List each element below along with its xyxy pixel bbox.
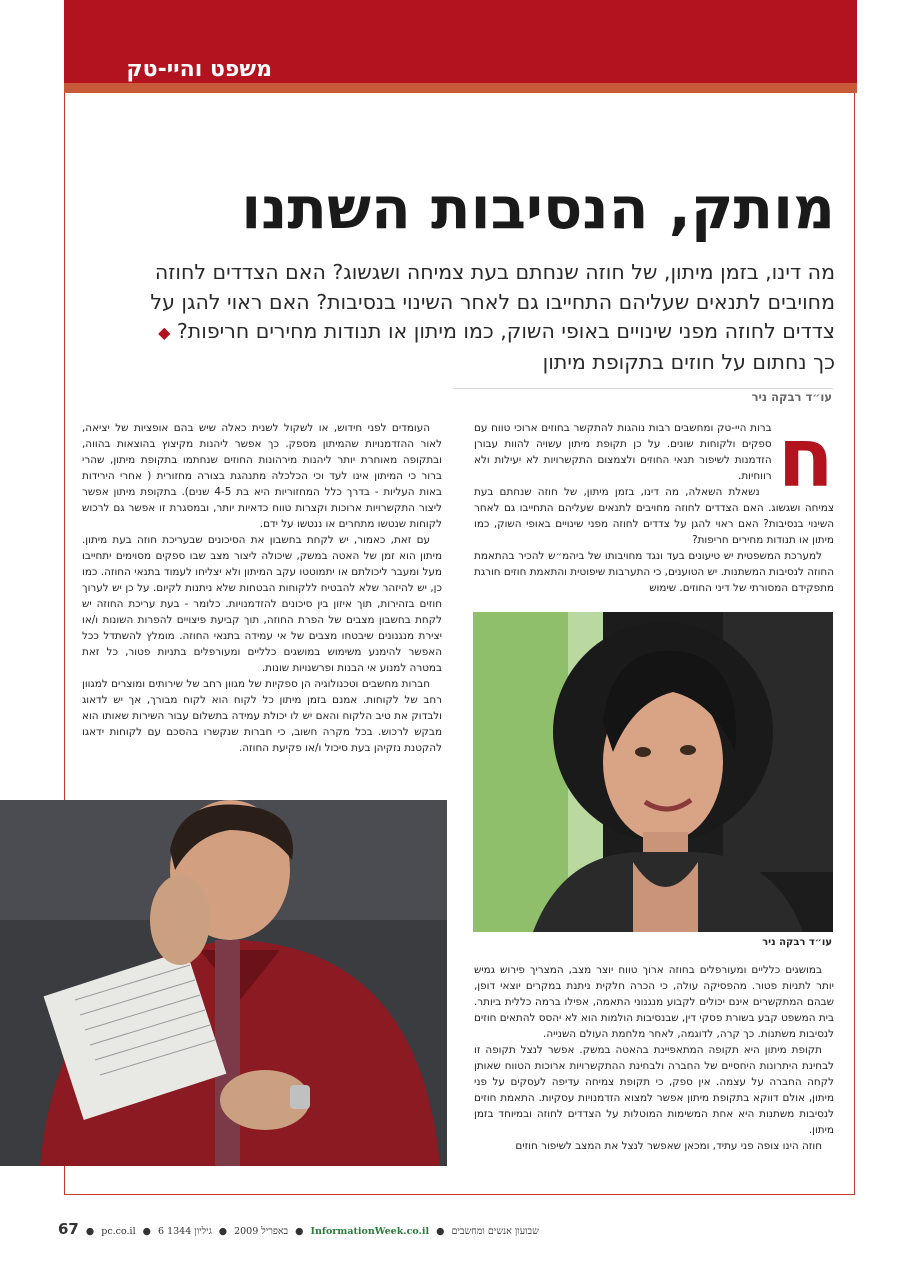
diamond-icon: ◆ (158, 323, 171, 342)
accent-strip (64, 83, 857, 93)
body-column-left (82, 420, 442, 798)
bullet-icon: ● (436, 1226, 445, 1237)
paragraph: עם זאת, כאמור, יש לקחת בחשבון את הסיכונים שבעריכת חוזה בעת מיתון. מיתון הוא זמן של האטה במשק, שיכולה ליצור מצב שבו ספקים מסוימים יתחייבו מעל ומעבר ליכולתם או יתמוטטו עקב המיתון ולא יצליחו לעמוד בתנאי החוזה. כמו כן, יש להיזהר שלא להבטיח ללקוחות הבטחות שלא ניתנות לקיום. על כן יש לערוך חוזים בזהירות, תוך איזון בין סיכונים להזדמנויות. כלומר - בעת עריכת החוזה יש לקחת בחשבון מצבים של הפרת החוזה, תוך קביעת פיצויים להפרות השונות ו/או יצירת מנגנונים שיבטחו מצבים של אי עמידה בתנאי החוזה. מומלץ להשתדל ככל האפשר להימנע משימוש במושגים כלליים ומעורפלים בתניות פטור, כל זאת במטרה למנוע אי הבנות ופרשנויות שונות. (82, 534, 442, 674)
article-lead (135, 258, 835, 377)
body-column-right-bottom (474, 962, 834, 1172)
author-photo (473, 612, 833, 932)
body-column-right-top (474, 420, 834, 612)
page-footer (58, 1219, 818, 1239)
bullet-icon: ● (85, 1226, 95, 1237)
paragraph: נשאלת השאלה, מה דינו, בזמן מיתון, של חוזה שנחתם בעת צמיחה ושגשוג. האם הצדדים לחוזה מחויבים לתנאים שעליהם התחייבו גם לאחר השינוי בנסיבות? האם ראוי להגן על צדדים לחוזה מפני שינויים באופי השוק, כמו מיתון או תנודות מחירים חריפות? (474, 486, 834, 546)
paragraph: העומדים לפני חידוש, או לשקול לשנית כאלה שיש בהם אופציות של יציאה, לאור ההזדמנויות שהמיתון מספק. כך אפשר ליהנות מקיצוץ בהוצאות בהווה, ובתקופה מאוחרת יותר ליהנות מירהונות החוזים שנחתמו בתקופת מיתון, שהרי ברור כי המיתון אינו לעד וכי הכלכלה מתנהגת בצורה מחזורית ( אחרי הירידות באות העליות - בדרך כלל המחזוריות היא בת 4-5 שנים). בתקופת מיתון אפשר ליצור התקשרויות ארוכות וקצרות טווח כדאיות יותר, ובמסגרת זו אפשר גם לרכוש לקוחות שנטשו מתחרים או ננטשו על ידם. (82, 422, 442, 530)
lead-text: מה דינו, בזמן מיתון, של חוזה שנחתם בעת צמיחה ושגשוג? האם הצדדים לחוזה מחויבים לתנאים שעליהם התחייבו גם לאחר השינוי בנסיבות? האם ראוי להגן על צדדים לחוזה מפני שינויים באופי השוק, כמו מיתון או תנודות מחירים חריפות? (150, 260, 835, 343)
article-headline: מותק, הנסיבות השתנו (241, 174, 835, 242)
lead-tail: כך נחתום על חוזים בתקופת מיתון (542, 349, 835, 374)
paragraph: ברות היי-טק ומחשבים רבות נוהגות להתקשר בחוזים ארוכי טווח עם ספקים ולקוחות שונים. על כן תקופת מיתון עשויה להוות עבורן הזדמנות לשיפור תנאי החוזים ולצמצום התקשרויות לא יעילות ולא רווחיות. (474, 422, 772, 482)
drop-cap: ח (777, 420, 834, 506)
byline: עו״ד רבקה ניר (751, 390, 832, 404)
paragraph: חוזה הינו צופה פני עתיד, ומכאן שאפשר לנצל את המצב לשיפור חוזים (515, 1140, 822, 1152)
stock-photo-man-reading (0, 800, 447, 1166)
paragraph: במושגים כלליים ומעורפלים בחוזה ארוך טווח יוצר מצב, המצריך פירוש גמיש יותר לתניות פטור. מהפסיקה עולה, כי הכרה חלקית ניתנת במקרים יוצאי דופן, שבהם המתקשרים אינם יכולים לקבוע מנגנוני התאמה, אפילו ברמה כללית ביותר. בית המשפט קבע בשורת פסקי דין, שבנסיבות הולמות הוא לא יהסס להתאים חוזים לנסיבות משתנות. כך קרה, לדוגמה, לאחר מלחמת העולם השנייה. (474, 964, 834, 1040)
man-reading-illustration (0, 800, 447, 1166)
paragraph: חברות מחשבים וטכנולוגיה הן ספקיות של מגוון רחב של שירותים ומוצרים למגוון רחב של לקוחות. אמנם בזמן מיתון כל לקוח הוא לקוח מבורך, אך יש לדאוג ולבדוק את טיב הלקוח והאם יש לו יכולת עמידה בתשלום עבור השירות שאותו הוא מבקש לרכוש. בכל מקרה חשוב, כי חברות שנקשרו בהסכם עם לקוחות ידאגו להקטנת נזקיהן בעת סיכול ו/או פקיעת החוזה. (82, 678, 442, 754)
author-photo-illustration (473, 612, 833, 932)
paragraph: למערכת המשפטית יש טיעונים בעד ונגד מחויבותו של ביהמ״ש להכיר בהתאמת החוזה לנסיבות המשתנות. יש הטוענים, כי התערבות שיפוטית והתאמת חוזים חורגת מתפקידם המסורתי של דיני החוזים. שימוש (474, 550, 834, 594)
footer-domain: pc.co.il (101, 1226, 136, 1237)
paragraph: תקופת מיתון היא תקופה המתאפיינת בהאטה במשק. אפשר לנצל תקופה זו לבחינת היתרונות היחסיים של החברה ולבחינת ההתקשרויות ארוכות הטווח שאותן לקחה החברה על עצמה. אין ספק, כי תקופת צמיחה עדיפה לעסקים על פני מיתון, אולם דווקא בתקופת מיתון אפשר למצוא הזדמנויות עסקיות. התאמת חוזים לנסיבות משתנות היא אחת המשימות המוטלות על הצדדים לחוזה ובמיוחד בזמן מיתון. (474, 1044, 834, 1136)
section-label: משפט והיי-טק (126, 57, 272, 82)
bullet-icon: ● (218, 1226, 228, 1237)
photo-caption: עו״ד רבקה ניר (762, 937, 832, 948)
footer-publication: שבועון אנשים ומחשבים (451, 1226, 539, 1237)
footer-site: InformationWeek.co.il (310, 1226, 430, 1237)
footer-issue: גיליון 1344 (167, 1226, 212, 1237)
bullet-icon: ● (295, 1226, 304, 1237)
bullet-icon: ● (142, 1226, 151, 1237)
page-number: 67 (58, 1220, 79, 1238)
footer-date: 6 באפריל 2009 (158, 1226, 289, 1237)
